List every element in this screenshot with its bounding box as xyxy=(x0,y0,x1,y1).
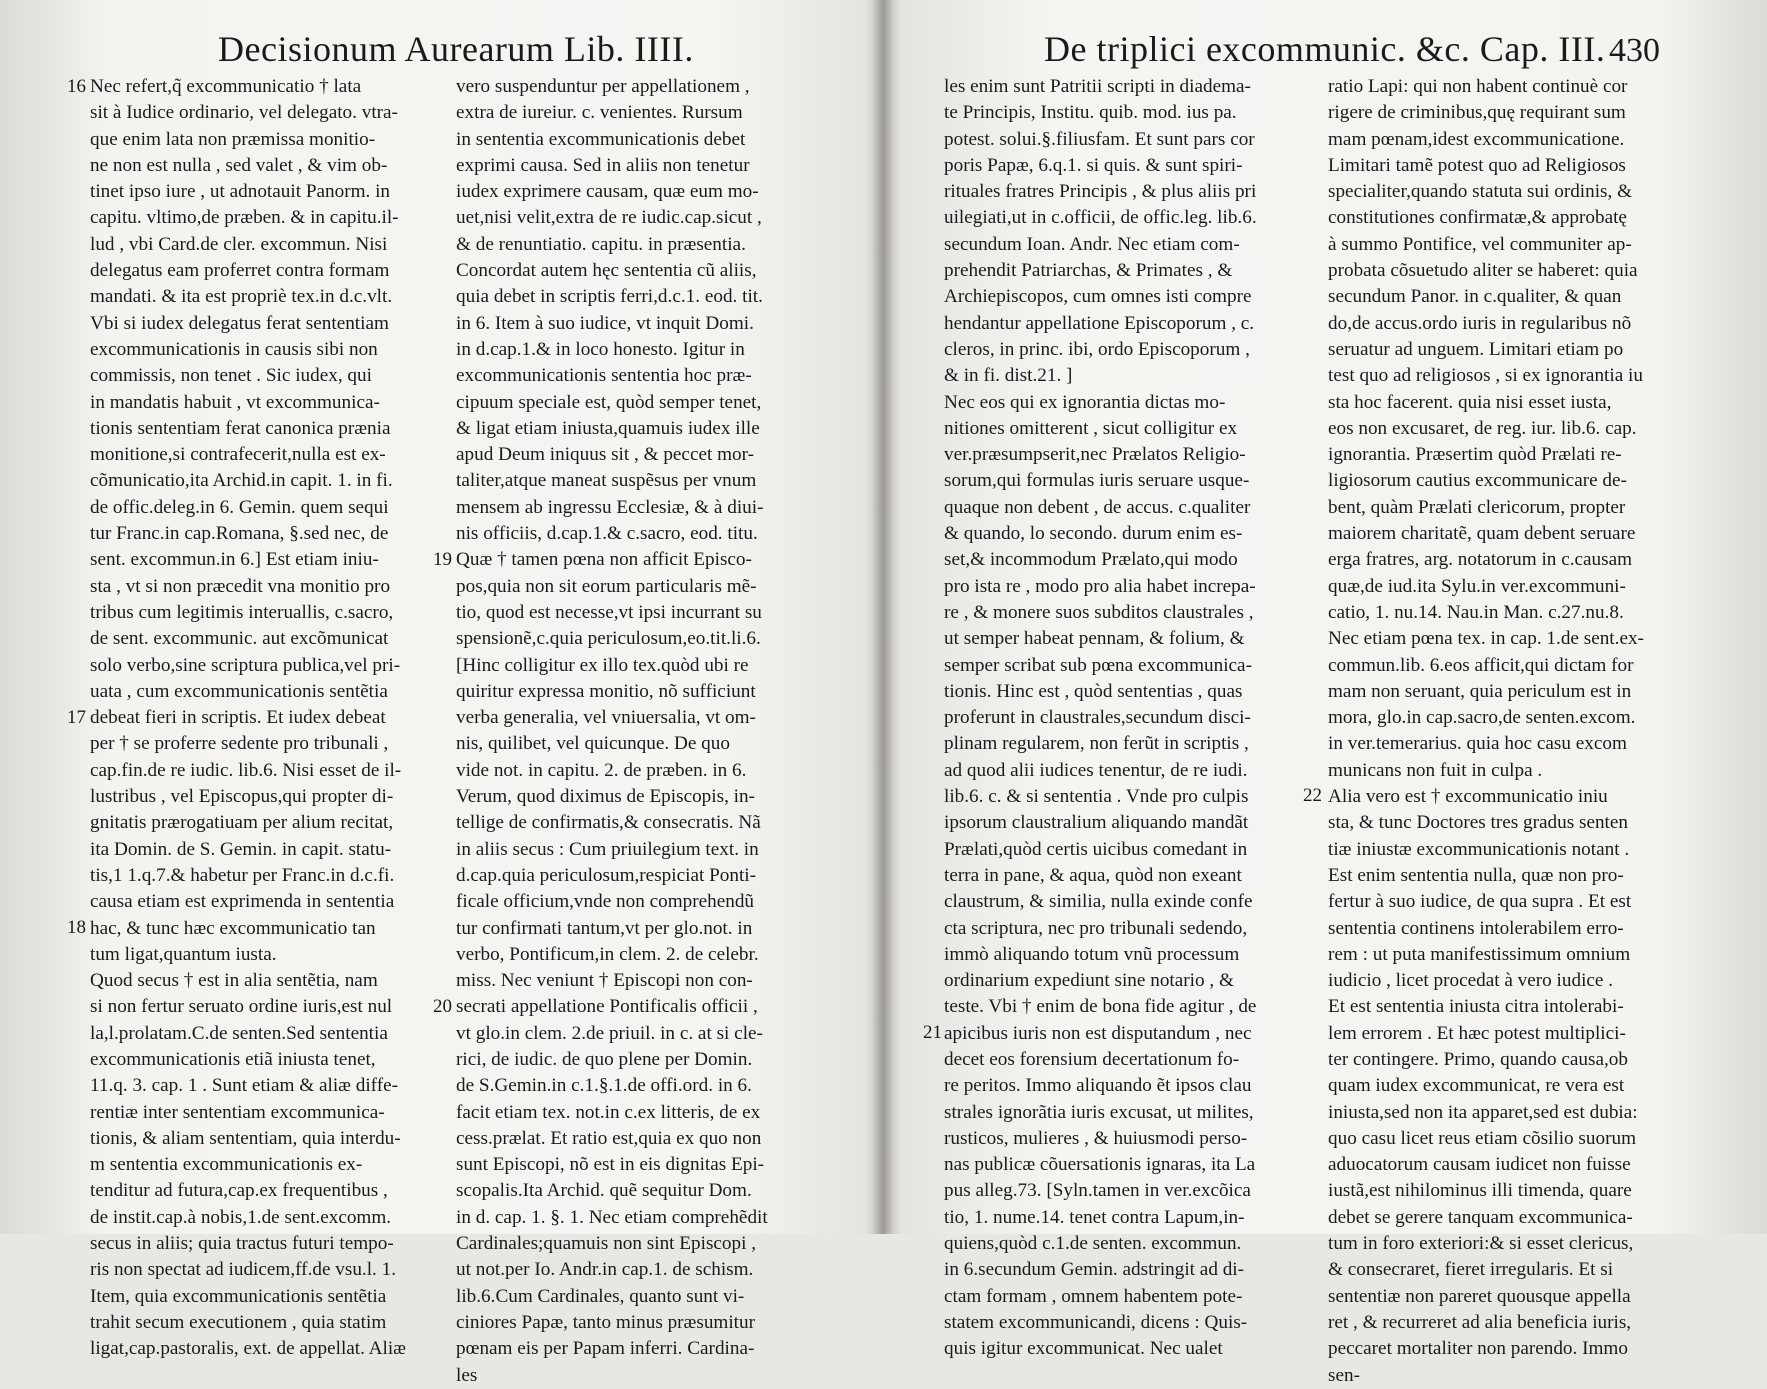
text-line: quia debet in scriptis ferri,d.c.1. eod. tit. xyxy=(456,286,763,308)
text-line: extra de iureiur. c. venientes. Rursum xyxy=(456,102,743,124)
text-line: debeat fieri in scriptis. Et iudex debeat xyxy=(90,707,386,729)
text-line: seruatur ad unguem. Limitari etiam po xyxy=(1328,338,1624,360)
text-line: scopalis.Ita Archid. quẽ sequitur Dom. xyxy=(456,1180,752,1202)
text-line: mandati. & ita est propriè tex.in d.c.vlt. xyxy=(90,286,393,308)
text-line: secus in aliis; quia tractus futuri tempo- xyxy=(90,1233,394,1255)
text-line: excommunicationis etiã iniusta tenet, xyxy=(90,1048,376,1070)
text-line: ut not.per Io. Andr.in cap.1. de schism. xyxy=(456,1259,754,1281)
text-line: Archiepiscopos, cum omnes isti compre xyxy=(944,286,1252,308)
text-line: in sententia excommunicationis debet xyxy=(456,128,746,150)
text-line: ordinarium expediunt sine notario , & xyxy=(944,970,1234,992)
text-line: exprimi causa. Sed in aliis non tenetur xyxy=(456,154,750,176)
text-line: pœnam eis per Papam inferri. Cardina- xyxy=(456,1338,755,1360)
text-line: lib.6. c. & si sententia . Vnde pro culpis xyxy=(944,786,1249,808)
text-line: sent. excommun.in 6.] Est etiam iniu- xyxy=(90,549,379,571)
left-column-2 xyxy=(456,74,812,1389)
text-line: Et est sententia iniusta citra intolerabi- xyxy=(1328,996,1624,1018)
text-line: tiæ iniustæ excommunicationis notant . xyxy=(1328,838,1630,860)
left-running-head: Decisionum Aurearum Lib. IIII. xyxy=(218,29,694,69)
text-line: nitiones omitterent , sicut colligitur ex xyxy=(944,417,1238,439)
text-line: ligat,cap.pastoralis, ext. de appellat. Aliæ xyxy=(90,1338,406,1360)
text-line: terra in pane, & aqua, quòd non exeant xyxy=(944,864,1242,886)
text-line: re , & monere suos subditos claustrales , xyxy=(944,601,1254,623)
text-line: municans non fuit in culpa . xyxy=(1328,759,1543,781)
text-line: tenditur ad futura,cap.ex frequentibus , xyxy=(90,1180,388,1202)
text-line: mam pœnam,idest excommunicatione. xyxy=(1328,128,1625,150)
text-line: in ver.temerarius. quia hoc casu excom xyxy=(1328,733,1627,755)
text-line: test quo ad religiosos , si ex ignorantia iu xyxy=(1328,365,1643,387)
text-line: nas publicæ cõuersationis ignaras, ita La xyxy=(944,1154,1256,1176)
text-line: claustrum, & similia, nulla exinde confe xyxy=(944,891,1253,913)
text-line: tionis. Hinc est , quòd sententias , quas xyxy=(944,680,1243,702)
text-line: ratio Lapi: qui non habent continuè cor xyxy=(1328,76,1628,97)
text-line: in aliis secus : Cum priuilegium text. in xyxy=(456,838,759,860)
text-line: quis igitur excommunicat. Nec ualet xyxy=(944,1338,1223,1360)
text-line: statem excommunicandi, dicens : Quis- xyxy=(944,1311,1248,1333)
text-line: uata , cum excommunicationis sentẽtia xyxy=(90,680,388,702)
margin-number: 18 xyxy=(67,917,86,938)
text-line: sen- xyxy=(1328,1364,1360,1386)
text-line: Verum, quod diximus de Episcopis, in- xyxy=(456,786,755,808)
text-line: delegatus eam proferret contra formam xyxy=(90,260,390,282)
text-line: hendantur appellatione Episcoporum , c. xyxy=(944,312,1255,334)
text-line: hac, & tunc hæc excommunicatio tan xyxy=(90,917,376,939)
text-line: erga fratres, arg. notatorum in c.causam xyxy=(1328,549,1633,571)
text-line: sit à Iudice ordinario, vel delegato. vtra- xyxy=(90,102,398,124)
text-line: quiens,quòd c.1.de senten. excommun. xyxy=(944,1233,1242,1255)
text-line: ver.præsumpserit,nec Prælatos Religio- xyxy=(944,444,1246,466)
left-column-1 xyxy=(90,74,450,1363)
text-line: ris non spectat ad iudicem,ff.de vsu.l. 1. xyxy=(90,1259,397,1281)
text-line: decet eos forensium decertationum fo- xyxy=(944,1048,1240,1070)
text-line: constitutiones confirmatæ,& approbatę xyxy=(1328,207,1627,229)
text-line: capitu. vltimo,de præben. & in capitu.il- xyxy=(90,207,399,229)
text-line: cap.fin.de re iudic. lib.6. Nisi esset de il- xyxy=(90,759,402,781)
text-line: tum ligat,quantum iusta. xyxy=(90,943,277,965)
text-line: de sent. excommunic. aut excõmunicat xyxy=(90,628,389,650)
text-line: maiorem charitatẽ, quam debent seruare xyxy=(1328,523,1636,545)
text-line: tum in foro exteriori:& si esset clericus, xyxy=(1328,1233,1634,1255)
text-line: gnitatis prærogatiuam per alium recitat, xyxy=(90,812,394,834)
text-line: cõmunicatio,ita Archid.in capit. 1. in fi. xyxy=(90,470,393,492)
text-line: set,& incommodum Prælato,qui modo xyxy=(944,549,1238,571)
text-line: à summo Pontifice, vel communiter ap- xyxy=(1328,233,1632,255)
text-line: catio, 1. nu.14. Nau.in Man. c.27.nu.8. xyxy=(1328,601,1624,623)
text-line: tur confirmati tantum,vt per glo.not. in xyxy=(456,917,753,939)
text-line: fertur à suo iudice, de qua supra . Et est xyxy=(1328,891,1632,913)
text-line: iustã,est nihilominus illi timenda, quare xyxy=(1328,1180,1632,1202)
text-line: ne non est nulla , sed valet , & vim ob- xyxy=(90,154,388,176)
text-line: semper scribat sub pœna excommunica- xyxy=(944,654,1252,676)
text-line: ad quod alii iudices tenentur, de re iudi. xyxy=(944,759,1248,781)
text-line: Concordat autem hęc sententia cũ aliis, xyxy=(456,260,757,282)
text-line: tribus cum legitimis interuallis, c.sacro, xyxy=(90,601,394,623)
text-line: teste. Vbi † enim de bona fide agitur , de xyxy=(944,996,1257,1018)
text-line: sta hoc facerent. quia nisi esset iusta, xyxy=(1328,391,1612,413)
text-line: nis officiis, d.cap.1.& c.sacro, eod. titu. xyxy=(456,523,758,545)
text-line: Nec refert,q̃ excommunicatio † lata xyxy=(90,76,362,97)
text-line: pos,quia non sit eorum particularis mẽ- xyxy=(456,575,757,597)
text-line: per † se proferre sedente pro tribunali , xyxy=(90,733,389,755)
text-line: 11.q. 3. cap. 1 . Sunt etiam & aliæ diffe- xyxy=(90,1075,399,1097)
text-line: pus alleg.73. [Syln.tamen in ver.excõica xyxy=(944,1180,1251,1202)
text-line: tellige de confirmatis,& consecratis. Nã xyxy=(456,812,761,834)
text-line: Limitari tamẽ potest quo ad Religiosos xyxy=(1328,154,1626,176)
text-line: & quando, lo secondo. durum enim es- xyxy=(944,523,1243,545)
text-line: sententia continens intolerabilem erro- xyxy=(1328,917,1624,939)
text-line: verbo, Pontificum,in clem. 2. de celebr. xyxy=(456,943,759,965)
text-line: specialiter,quando statuta sui ordinis, & xyxy=(1328,181,1633,203)
text-line: cta scriptura, nec pro tribunali sedendo, xyxy=(944,917,1248,939)
right-column-1 xyxy=(944,74,1324,1363)
text-line: miss. Nec veniunt † Episcopi non con- xyxy=(456,970,753,992)
right-running-head: De triplici excommunic. &c. Cap. III. xyxy=(1044,29,1606,69)
text-line: cleros, in princ. ibi, ordo Episcoporum , xyxy=(944,338,1250,360)
text-line: rem : ut puta manifestissimum omnium xyxy=(1328,943,1631,965)
text-line: nis, quilibet, vel quicunque. De quo xyxy=(456,733,730,755)
margin-number: 19 xyxy=(433,549,452,570)
text-line: tionis, & aliam sententiam, quia interdu- xyxy=(90,1127,401,1149)
text-line: proferunt in claustrales,secundum disci- xyxy=(944,707,1251,729)
margin-number: 22 xyxy=(1303,785,1322,806)
text-line: tis,1 1.q.7.& habetur per Franc.in d.c.fi. xyxy=(90,864,395,886)
text-line: rigere de criminibus,quę requirant sum xyxy=(1328,102,1626,124)
text-line: mora, glo.in cap.sacro,de senten.excom. xyxy=(1328,707,1636,729)
text-line: rituales fratres Principis , & plus aliis pri xyxy=(944,181,1257,203)
text-line: ipsorum claustralium aliquando mandãt xyxy=(944,812,1249,834)
text-line: Nec etiam pœna tex. in cap. 1.de sent.ex- xyxy=(1328,628,1644,650)
margin-number: 20 xyxy=(433,996,452,1017)
text-line: probata cõsuetudo aliter se haberet: quia xyxy=(1328,260,1638,282)
text-line: commissis, non tenet . Sic iudex, qui xyxy=(90,365,372,387)
text-line: [Hinc colligitur ex illo tex.quòd ubi re xyxy=(456,654,749,676)
text-line: iudex exprimere causam, quæ eum mo- xyxy=(456,181,759,203)
text-line: & in fi. dist.21. ] xyxy=(944,365,1073,387)
text-line: tur Franc.in cap.Romana, §.sed nec, de xyxy=(90,523,389,545)
right-page xyxy=(894,0,1767,1386)
text-line: tinet ipso iure , ut adnotauit Panorm. in xyxy=(90,181,391,203)
text-line: d.cap.quia periculosum,respiciat Ponti- xyxy=(456,864,756,886)
text-line: lustribus , vel Episcopus,qui propter di- xyxy=(90,786,394,808)
text-line: peccaret mortaliter non parendo. Immo xyxy=(1328,1338,1628,1360)
text-line: m sententia excommunicationis ex- xyxy=(90,1154,363,1176)
text-line: prehendit Patriarchas, & Primates , & xyxy=(944,260,1233,282)
text-line: excommunicationis sententia hoc præ- xyxy=(456,365,752,387)
text-line: ret , & recurreret ad alia beneficia iuris, xyxy=(1328,1311,1632,1333)
text-line: ter contingere. Primo, quando causa,ob xyxy=(1328,1048,1628,1070)
text-line: aduocatorum causam iudicet non fuisse xyxy=(1328,1154,1631,1176)
text-line: sententiæ non pareret quousque appella xyxy=(1328,1285,1631,1307)
text-line: te Principis, Institu. quib. mod. ius pa. xyxy=(944,102,1237,124)
text-line: quæ,de iud.ita Sylu.in ver.excommuni- xyxy=(1328,575,1626,597)
text-line: apud Deum iniquus sit , & peccet mor- xyxy=(456,444,755,466)
text-line: uilegiati,ut in c.officii, de offic.leg. lib.6. xyxy=(944,207,1257,229)
text-line: Item, quia excommunicationis sentẽtia xyxy=(90,1285,387,1307)
text-line: les enim sunt Patritii scripti in diadema- xyxy=(944,76,1251,97)
text-line: vide not. in capitu. 2. de præben. in 6. xyxy=(456,759,747,781)
text-line: tionis sententiam ferat canonica prænia xyxy=(90,417,391,439)
text-line: & de renuntiatio. capitu. in præsentia. xyxy=(456,233,746,255)
text-line: monitione,si contrafecerit,nulla est ex- xyxy=(90,444,386,466)
text-line: strales ignorãtia iuris excusat, ut milites, xyxy=(944,1101,1254,1123)
text-line: les xyxy=(456,1364,478,1386)
text-line: rentiæ inter sententiam excommunica- xyxy=(90,1101,385,1123)
text-line: quaque non debent , de accus. c.qualiter xyxy=(944,496,1251,518)
text-line: trahit secum executionem , quia statim xyxy=(90,1311,387,1333)
text-line: Alia vero est † excommunicatio iniu xyxy=(1328,786,1608,808)
text-line: tio, quod est necesse,vt ipsi incurrant su xyxy=(456,601,762,623)
margin-number: 17 xyxy=(67,707,86,728)
text-line: ciniores Papæ, tanto minus præsumitur xyxy=(456,1311,755,1333)
text-line: spensionẽ,c.quia periculosum,eo.tit.li.6. xyxy=(456,628,761,650)
text-line: & ligat etiam iniusta,quamuis iudex ille xyxy=(456,417,760,439)
left-page xyxy=(0,0,872,1386)
book-gutter xyxy=(872,0,894,1234)
text-line: Quod secus † est in alia sentẽtia, nam xyxy=(90,970,378,992)
text-line: Prælati,quòd certis uicibus comedant in xyxy=(944,838,1248,860)
text-line: excommunicationis in causis sibi non xyxy=(90,338,378,360)
text-line: Est enim sententia nulla, quæ non pro- xyxy=(1328,864,1624,886)
text-line: vt glo.in clem. 2.de priuil. in c. at si cle- xyxy=(456,1022,763,1044)
text-line: facit etiam tex. not.in c.ex litteris, de ex xyxy=(456,1101,761,1123)
text-line: bent, quàm Prælati clericorum, propter xyxy=(1328,496,1626,518)
text-line: taliter,atque maneat suspẽsus per vnum xyxy=(456,470,757,492)
text-line: ignorantia. Præsertim quòd Prælati re- xyxy=(1328,444,1622,466)
text-line: rici, de iudic. de quo plene per Domin. xyxy=(456,1048,753,1070)
text-line: la,l.prolatam.C.de senten.Sed sententia xyxy=(90,1022,388,1044)
text-line: in d.cap.1.& in loco honesto. Igitur in xyxy=(456,338,745,360)
text-line: pro ista re , modo pro alia habet increpa- xyxy=(944,575,1256,597)
text-line: in mandatis habuit , vt excommunica- xyxy=(90,391,380,413)
margin-number: 16 xyxy=(67,76,86,97)
text-line: cess.prælat. Et ratio est,quia ex quo non xyxy=(456,1127,762,1149)
text-line: in 6. Item à suo iudice, vt inquit Domi. xyxy=(456,312,754,334)
text-line: sta , vt si non præcedit vna monitio pro xyxy=(90,575,391,597)
text-line: quiritur expressa monitio, nõ sufficiunt xyxy=(456,680,756,702)
text-line: re peritos. Immo aliquando ẽt ipsos clau xyxy=(944,1075,1252,1097)
text-line: in d. cap. 1. §. 1. Nec etiam comprehẽdit xyxy=(456,1206,768,1228)
text-line: sunt Episcopi, nõ est in eis dignitas Epi- xyxy=(456,1154,765,1176)
text-line: Cardinales;quamuis non sint Episcopi , xyxy=(456,1233,757,1255)
margin-number: 21 xyxy=(923,1022,942,1043)
text-line: secrati appellatione Pontificalis officii , xyxy=(456,996,758,1018)
text-line: poris Papæ, 6.q.1. si quis. & sunt spiri- xyxy=(944,154,1243,176)
text-line: & consecraret, fieret irregularis. Et si xyxy=(1328,1259,1614,1281)
text-line: apicibus iuris non est disputandum , nec xyxy=(944,1022,1252,1044)
text-line: sta, & tunc Doctores tres gradus senten xyxy=(1328,812,1628,834)
text-line: lem errorem . Et hæc potest multiplici- xyxy=(1328,1022,1626,1044)
text-line: vero suspenduntur per appellationem , xyxy=(456,76,750,97)
text-line: quo casu licet reus etiam cõsilio suorum xyxy=(1328,1127,1636,1149)
text-line: lud , vbi Card.de cler. excommun. Nisi xyxy=(90,233,388,255)
text-line: de instit.cap.à nobis,1.de sent.excomm. xyxy=(90,1206,392,1228)
text-line: mam non seruant, quia periculum est in xyxy=(1328,680,1632,702)
text-line: plinam regularem, non ferũt in scriptis , xyxy=(944,733,1249,755)
text-line: ficale officium,vnde non comprehendũ xyxy=(456,891,755,913)
text-line: Nec eos qui ex ignorantia dictas mo- xyxy=(944,391,1226,413)
text-line: de offic.deleg.in 6. Gemin. quem sequi xyxy=(90,496,389,518)
text-line: sorum,qui formulas iuris seruare usque- xyxy=(944,470,1250,492)
text-line: de S.Gemin.in c.1.§.1.de offi.ord. in 6. xyxy=(456,1075,752,1097)
text-line: potest. solui.§.filiusfam. Et sunt pars cor xyxy=(944,128,1255,150)
text-line: iudicio , licet procedat à vero iudice . xyxy=(1328,970,1614,992)
text-line: Quæ † tamen pœna non afficit Episco- xyxy=(456,549,752,571)
text-line: ita Domin. de S. Gemin. in capit. statu- xyxy=(90,838,392,860)
right-column-2 xyxy=(1328,74,1728,1389)
text-line: quam iudex excommunicat, re vera est xyxy=(1328,1075,1625,1097)
page-number: 430 xyxy=(1609,32,1660,69)
text-line: commun.lib. 6.eos afficit,qui dictam for xyxy=(1328,654,1634,676)
text-line: iniusta,sed non ita apparet,sed est dubia: xyxy=(1328,1101,1638,1123)
text-line: debet se gerere tanquam excommunica- xyxy=(1328,1206,1633,1228)
text-line: uet,nisi velit,extra de re iudic.cap.sicut , xyxy=(456,207,762,229)
text-line: si non fertur seruato ordine iuris,est nul xyxy=(90,996,393,1018)
text-line: verba generalia, vel vniuersalia, vt om- xyxy=(456,707,756,729)
text-line: eos non excusaret, de reg. iur. lib.6. cap. xyxy=(1328,417,1637,439)
text-line: immò aliquando totum vnũ processum xyxy=(944,943,1240,965)
text-line: que enim lata non præmissa monitio- xyxy=(90,128,376,150)
text-line: cipuum speciale est, quòd semper tenet, xyxy=(456,391,762,413)
text-line: do,de accus.ordo iuris in regularibus nõ xyxy=(1328,312,1632,334)
text-line: Vbi si iudex delegatus ferat sententiam xyxy=(90,312,389,334)
text-line: mensem ab ingressu Ecclesiæ, & à diui- xyxy=(456,496,764,518)
text-line: lib.6.Cum Cardinales, quanto sunt vi- xyxy=(456,1285,745,1307)
text-line: causa etiam est exprimenda in sententia xyxy=(90,891,395,913)
text-line: secundum Ioan. Andr. Nec etiam com- xyxy=(944,233,1240,255)
text-line: secundum Panor. in c.qualiter, & quan xyxy=(1328,286,1622,308)
text-line: solo verbo,sine scriptura publica,vel pri- xyxy=(90,654,401,676)
text-line: ligiosorum cautius excommunicare de- xyxy=(1328,470,1627,492)
text-line: rusticos, mulieres , & huiusmodi perso- xyxy=(944,1127,1248,1149)
text-line: ut semper habeat pennam, & folium, & xyxy=(944,628,1245,650)
text-line: tio, 1. nume.14. tenet contra Lapum,in- xyxy=(944,1206,1245,1228)
text-line: ctam formam , omnem habentem pote- xyxy=(944,1285,1243,1307)
text-line: in 6.secundum Gemin. adstringit ad di- xyxy=(944,1259,1245,1281)
